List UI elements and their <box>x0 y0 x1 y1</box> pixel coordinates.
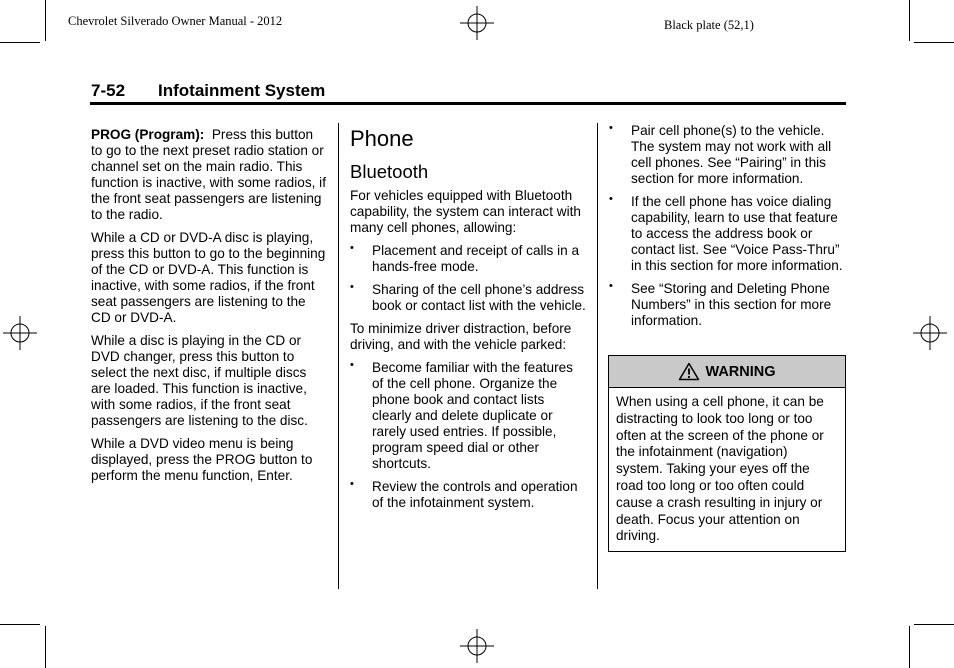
paragraph: While a DVD video menu is being displayed, press the PROG button to perform the menu function, Enter. <box>91 436 313 483</box>
list-item: • Placement and receipt of calls in a hands-free mode. <box>350 242 580 274</box>
prog-term: PROG (Program): <box>91 127 205 142</box>
column-divider <box>338 123 339 589</box>
registration-mark-icon <box>3 316 37 350</box>
manual-title: Chevrolet Silverado Owner Manual - 2012 <box>68 14 283 28</box>
crop-mark <box>0 624 40 625</box>
crop-mark <box>909 0 910 41</box>
crop-mark <box>914 42 954 43</box>
instruction-list <box>350 360 586 511</box>
right-column <box>609 123 846 336</box>
prog-text: Press this button to go to the next preset radio station or channel set on the main radio. This function is inactive, with some radios, if the front seat passengers are listening to the radio. <box>91 127 326 222</box>
bullet-dot-icon: • <box>350 281 354 293</box>
instruction-list <box>609 123 846 329</box>
feature-list <box>350 243 586 314</box>
section-title: Infotainment System <box>158 81 326 100</box>
bluetooth-heading: Bluetooth <box>350 161 429 182</box>
list-item: • If the cell phone has voice dialing capability, learn to use that feature to access the address book or contact list. See “Voice Pass-Thru” in this section for more information. <box>609 193 843 273</box>
crop-mark <box>45 0 46 41</box>
registration-mark-icon <box>913 316 947 350</box>
section-rule <box>90 102 846 105</box>
paragraph: While a disc is playing in the CD or DVD changer, press this button to select the next disc, if multiple discs are loaded. This function is inactive, with some radios, if the front seat passengers are listening to the disc. <box>91 333 308 428</box>
plate-label: Black plate (52,1) <box>664 18 754 32</box>
warning-header <box>609 356 845 388</box>
phone-heading: Phone <box>350 126 414 151</box>
bullet-dot-icon: • <box>609 280 613 292</box>
bullet-dot-icon: • <box>350 242 354 254</box>
list-item: • See “Storing and Deleting Phone Numbers” in this section for more information. <box>609 280 832 328</box>
crop-mark <box>914 624 954 625</box>
bullet-dot-icon: • <box>350 478 354 490</box>
crop-mark <box>0 42 40 43</box>
middle-column <box>350 127 586 518</box>
intro-paragraph: For vehicles equipped with Bluetooth capability, the system can interact with many cell phones, allowing: <box>350 188 581 235</box>
registration-mark-icon <box>460 6 494 40</box>
list-item: • Sharing of the cell phone’s address book or contact list with the vehicle. <box>350 281 586 313</box>
bullet-dot-icon: • <box>350 359 354 371</box>
crop-mark <box>45 626 46 668</box>
page-number: 7-52 <box>91 81 126 100</box>
warning-box <box>608 355 846 552</box>
warning-title: WARNING <box>705 363 776 380</box>
crop-mark <box>909 626 910 668</box>
bullet-dot-icon: • <box>609 122 613 134</box>
paragraph: While a CD or DVD-A disc is playing, press this button to go to the beginning of the CD or DVD-A. This function is inactive, with some radios, if the front seat passengers are listening to the CD or DVD-A. <box>91 230 326 325</box>
column-divider <box>597 123 598 589</box>
registration-mark-icon <box>460 629 494 663</box>
bullet-dot-icon: • <box>609 193 613 205</box>
warning-triangle-icon <box>678 362 700 381</box>
list-item: • Pair cell phone(s) to the vehicle. The system may not work with all cell phones. See “Pairing” in this section for more information. <box>609 122 832 186</box>
left-column <box>91 127 328 491</box>
paragraph: To minimize driver distraction, before driving, and with the vehicle parked: <box>350 321 572 352</box>
list-item: • Review the controls and operation of the infotainment system. <box>350 478 578 510</box>
warning-body: When using a cell phone, it can be distracting to look too long or too often at the screen of the phone or the infotainment (navigation) system. Taking your eyes off the road too long or too often could cause a crash resulting in injury or death. Focus your attention on driving. <box>616 394 824 544</box>
list-item: • Become familiar with the features of the cell phone. Organize the phone book and contact lists clearly and delete duplicate or rarely used entries. If possible, program speed dial or other shortcuts. <box>350 359 573 471</box>
prog-paragraph <box>91 127 328 223</box>
